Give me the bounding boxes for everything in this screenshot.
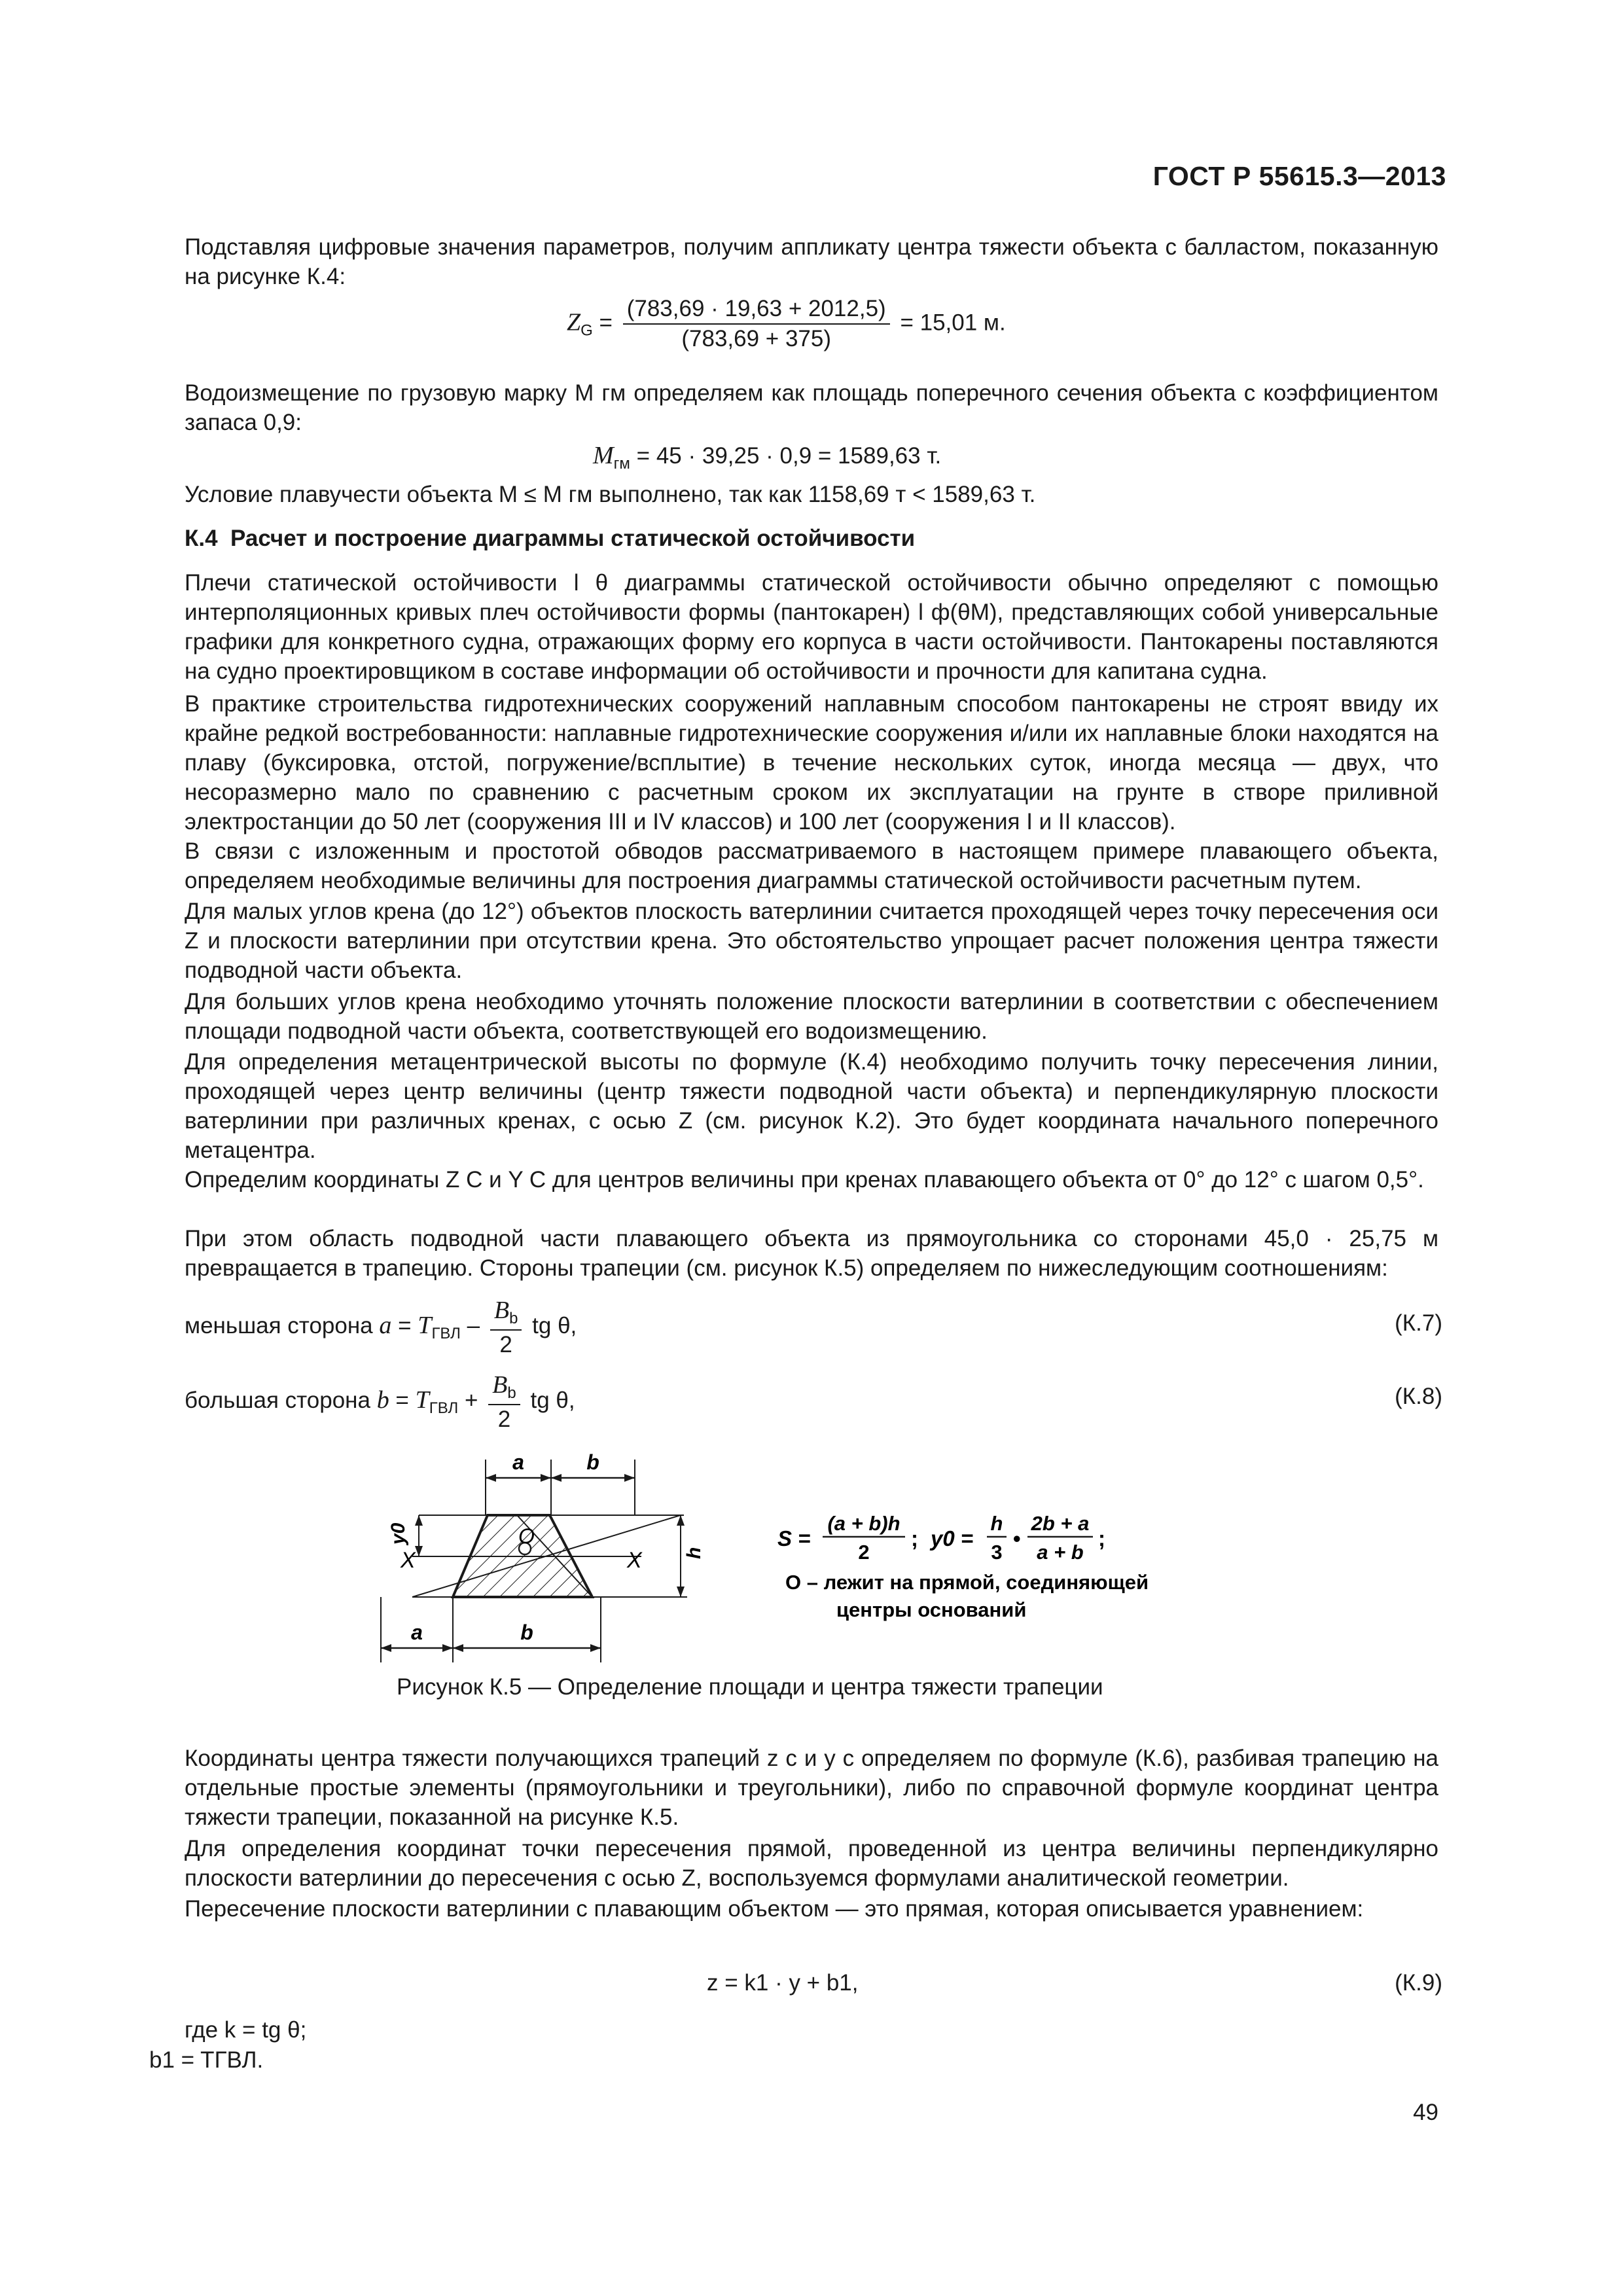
eq-T: T (415, 1386, 429, 1414)
equation-k8 (185, 1371, 575, 1433)
eq-T-sub: ГВЛ (431, 1324, 461, 1342)
formula-s-sep: ; (911, 1526, 918, 1551)
eq-lhs-sub: G (580, 321, 593, 340)
paragraph-text: Подставляя цифровые значения параметров, получим аппликату центра тяжести объекта с балластом, показанную на рисунке К.4: (185, 234, 1438, 289)
section-heading (185, 524, 1438, 553)
paragraph: Для определения метацентрической высоты по формуле (К.4) необходимо получить точку пересечения линии, проходящей через центр величины (центр тяжести подводной части объекта) и перпендикулярную плоскости ватерлинии при различных кренах, с осью Z (см. рисунок К.2). Это будет координата начального поперечного метацентра. (185, 1049, 1438, 1163)
figure-note-line2: центры оснований (836, 1598, 1027, 1621)
label-a-bottom: a (411, 1621, 423, 1644)
eq-var: a (379, 1311, 392, 1339)
paragraph: Для больших углов крена необходимо уточнять положение плоскости ватерлинии в соответствии с обеспечением площади подводной части объекта, соответствующей его водоизмещению. (185, 989, 1438, 1044)
formula-s-den: 2 (858, 1541, 870, 1564)
formula-y0-lhs: y0 = (931, 1526, 974, 1551)
fraction (488, 1371, 520, 1433)
equation-number: (К.7) (1395, 1310, 1442, 1336)
label-h: h (683, 1547, 705, 1559)
paragraph: В практике строительства гидротехнических сооружений наплавным способом пантокарены не строят ввиду их крайне редкой востребованности: наплавные гидротехнические сооружения и/или их наплавные блоки находятся на плаву (буксировка, отстой, погружение/всплытие) в течение нескольких суток, иногда месяца — двух, что несоразмерно мало по сравнению с расчетным сроком их эксплуатации на грунте в створе приливной электростанции до 50 лет (сооружения III и IV классов) и 100 лет (сооружения I и II классов). (185, 691, 1438, 834)
label-y0: y0 (387, 1522, 409, 1545)
paragraph: Плечи статической остойчивости l θ диаграммы статической остойчивости обычно определяют с помощью интерполяционных кривых плеч остойчивости формы (пантокарен) l ф(θM), представляющих собой универсальные графики для конкретного судна, отражающих форму его корпуса в части остойчивости. Пантокарены поставляются на судно проектировщиком в составе информации об остойчивости и прочности для капитана судна. (185, 570, 1438, 684)
fraction-numerator-sub: b (509, 1310, 518, 1327)
formula-y0-num2: 2b + a (1031, 1512, 1090, 1535)
eq-text: = 45 · 39,25 · 0,9 = 1589,63 т. (636, 443, 942, 469)
label-b-top: b (586, 1450, 599, 1474)
paragraph: Координаты центра тяжести получающихся трапеций z c и y c определяем по формуле (К.6), разбивая трапецию на отдельные простые элементы (прямоугольники и треугольники), либо по справочной формуле координат центра тяжести трапеции, показанной на рисунке К.5. (185, 1746, 1438, 1830)
label-a-top: a (512, 1450, 524, 1474)
equation-number: (К.8) (1395, 1384, 1442, 1409)
eq-var: b (376, 1386, 389, 1414)
section-number: К.4 (185, 526, 218, 551)
where-line1: где k = tg θ; (185, 2017, 307, 2043)
eq-lhs-sub: гм (613, 455, 630, 473)
page-number: 49 (1413, 2100, 1438, 2125)
eq-lhs: M (593, 442, 614, 469)
eq-op: + (464, 1387, 478, 1413)
label-b-bottom: b (520, 1621, 533, 1644)
eq-T-sub: ГВЛ (429, 1399, 459, 1417)
label-x-left: X (401, 1548, 416, 1573)
formula-s-lhs: S = (777, 1526, 811, 1551)
paragraph: В связи с изложенным и простотой обводов рассматриваемого в настоящем примере плавающего объекта, определяем необходимые величины для построения диаграммы статической остойчивости расчетным путем. (185, 838, 1438, 893)
formula-y0-num1: h (990, 1512, 1003, 1535)
eq-tail: tg θ, (532, 1312, 577, 1338)
trapezoid-figure (366, 1446, 1217, 1682)
fraction-denominator: 2 (499, 1332, 512, 1357)
paragraph (185, 232, 1438, 291)
eq-tail: tg θ, (530, 1387, 575, 1413)
where-line2: b1 = TГВЛ. (149, 2047, 264, 2073)
fraction (623, 296, 890, 352)
formula-s-num: (a + b)h (827, 1512, 901, 1535)
paragraph: Определим координаты Z C и Y C для центров величины при кренах плавающего объекта от 0° до 12° с шагом 0,5°. (185, 1167, 1424, 1193)
label-o: O (518, 1524, 535, 1548)
equation-k9: z = k1 · y + b1, (707, 1970, 859, 1996)
figure-note-line1: O – лежит на прямой, соединяющей (785, 1571, 1149, 1594)
formula-y0-dot: • (1013, 1526, 1021, 1551)
fraction-numerator: (783,69 · 19,63 + 2012,5) (623, 296, 890, 325)
formula-y0-den1: 3 (991, 1541, 1003, 1564)
label-x-right: X (627, 1548, 642, 1573)
fraction-numerator: B (493, 1297, 510, 1324)
fraction-numerator-sub: b (507, 1384, 516, 1402)
figure-caption: Рисунок К.5 — Определение площади и центра тяжести трапеции (397, 1674, 1103, 1700)
fraction-denominator: 2 (497, 1407, 511, 1432)
fraction-numerator: B (492, 1371, 508, 1399)
eq-label: меньшая сторона (185, 1312, 373, 1338)
eq-T: T (418, 1311, 432, 1339)
paragraph: Для малых углов крена (до 12°) объектов плоскость ватерлинии считается проходящей через точку пересечения оси Z и плоскости ватерлинии при отсутствии крена. Это обстоятельство упрощает расчет положения центра тяжести подводной части объекта. (185, 899, 1438, 983)
formula-y0-den2: a + b (1037, 1541, 1084, 1564)
formula-y0-sep: ; (1098, 1526, 1105, 1551)
section-title: Расчет и построение диаграммы статической остойчивости (230, 526, 916, 551)
eq-op: – (467, 1312, 480, 1338)
eq-lhs: Z (567, 308, 581, 336)
eq-sign: = (395, 1387, 409, 1413)
fraction-denominator: (783,69 + 375) (681, 326, 832, 351)
fraction (490, 1296, 522, 1358)
equation-k7 (185, 1296, 577, 1358)
eq-sign: = (398, 1312, 412, 1338)
paragraph: При этом область подводной части плавающего объекта из прямоугольника со сторонами 45,0 · 25,75 м превращается в трапецию. Стороны трапеции (см. рисунок К.5) определяем по нижеследующим соотношениям: (185, 1226, 1438, 1281)
equation-number: (К.9) (1395, 1970, 1442, 1996)
eq-result: = 15,01 м. (900, 310, 1006, 336)
paragraph: Условие плавучести объекта M ≤ M гм выполнено, так как 1158,69 т < 1589,63 т. (185, 482, 1036, 507)
paragraph: Для определения координат точки пересечения прямой, проведенной из центра величины перпендикулярно плоскости ватерлинии до пересечения с осью Z, воспользуемся формулами аналитической геометрии. (185, 1836, 1438, 1891)
equation-zg: $Z_G$ = $\frac{(783,69 \cdot 19,63 + 2012,5)}{(783,69 + 375)}$ = 15,01 м. (567, 296, 1006, 351)
document-id: ГОСТ Р 55615.3—2013 (1152, 161, 1446, 191)
paragraph: Пересечение плоскости ватерлинии с плавающим объектом — это прямая, которая описывается уравнением: (185, 1896, 1364, 1922)
paragraph: Водоизмещение по грузовую марку M гм определяем как площадь поперечного сечения объекта с коэффициентом запаса 0,9: (185, 380, 1438, 435)
eq-label: большая сторона (185, 1387, 370, 1413)
equation-mgm (593, 441, 941, 473)
